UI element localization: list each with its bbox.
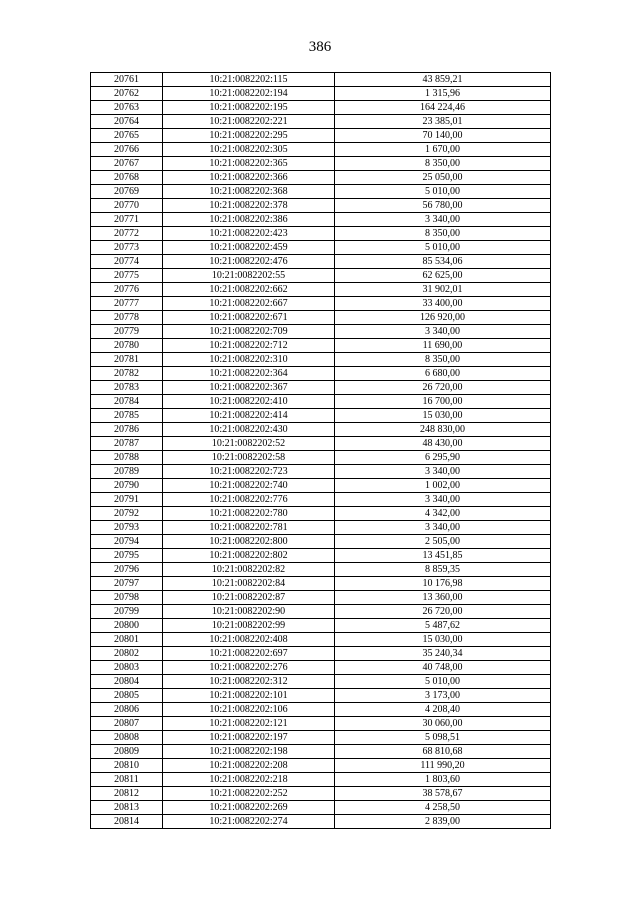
value-cell: 4 342,00 [335,507,551,521]
cadastral-number-cell: 10:21:0082202:368 [163,185,335,199]
table-row [91,591,551,605]
value-cell: 13 360,00 [335,591,551,605]
cadastral-number-cell: 10:21:0082202:712 [163,339,335,353]
value-cell: 8 350,00 [335,353,551,367]
value-cell: 56 780,00 [335,199,551,213]
cadastral-number-cell: 10:21:0082202:802 [163,549,335,563]
row-number-cell: 20784 [91,395,163,409]
table-row [91,199,551,213]
cadastral-number-cell: 10:21:0082202:276 [163,661,335,675]
table-row [91,815,551,829]
table-row [91,353,551,367]
value-cell: 3 340,00 [335,213,551,227]
value-cell: 30 060,00 [335,717,551,731]
row-number-cell: 20802 [91,647,163,661]
cadastral-number-cell: 10:21:0082202:218 [163,773,335,787]
row-number-cell: 20794 [91,535,163,549]
table-row [91,549,551,563]
row-number-cell: 20795 [91,549,163,563]
cadastral-number-cell: 10:21:0082202:476 [163,255,335,269]
cadastral-number-cell: 10:21:0082202:274 [163,815,335,829]
table-row [91,367,551,381]
cadastral-number-cell: 10:21:0082202:312 [163,675,335,689]
row-number-cell: 20781 [91,353,163,367]
row-number-cell: 20765 [91,129,163,143]
table-row [91,185,551,199]
cadastral-number-cell: 10:21:0082202:671 [163,311,335,325]
value-cell: 10 176,98 [335,577,551,591]
row-number-cell: 20776 [91,283,163,297]
cadastral-number-cell: 10:21:0082202:459 [163,241,335,255]
row-number-cell: 20778 [91,311,163,325]
table-row [91,493,551,507]
value-cell: 26 720,00 [335,605,551,619]
cadastral-number-cell: 10:21:0082202:99 [163,619,335,633]
value-cell: 23 385,01 [335,115,551,129]
row-number-cell: 20798 [91,591,163,605]
value-cell: 5 487,62 [335,619,551,633]
table-row [91,465,551,479]
table-row [91,661,551,675]
value-cell: 4 208,40 [335,703,551,717]
value-cell: 1 002,00 [335,479,551,493]
row-number-cell: 20769 [91,185,163,199]
value-cell: 8 859,35 [335,563,551,577]
row-number-cell: 20771 [91,213,163,227]
value-cell: 15 030,00 [335,409,551,423]
table-row [91,283,551,297]
row-number-cell: 20812 [91,787,163,801]
table-row [91,227,551,241]
value-cell: 68 810,68 [335,745,551,759]
cadastral-number-cell: 10:21:0082202:364 [163,367,335,381]
cadastral-number-cell: 10:21:0082202:195 [163,101,335,115]
cadastral-number-cell: 10:21:0082202:709 [163,325,335,339]
cadastral-number-cell: 10:21:0082202:208 [163,759,335,773]
value-cell: 3 340,00 [335,465,551,479]
cadastral-number-cell: 10:21:0082202:800 [163,535,335,549]
row-number-cell: 20793 [91,521,163,535]
value-cell: 3 340,00 [335,325,551,339]
cadastral-number-cell: 10:21:0082202:106 [163,703,335,717]
cadastral-number-cell: 10:21:0082202:52 [163,437,335,451]
table-row [91,157,551,171]
cadastral-number-cell: 10:21:0082202:723 [163,465,335,479]
row-number-cell: 20766 [91,143,163,157]
cadastral-number-cell: 10:21:0082202:198 [163,745,335,759]
value-cell: 70 140,00 [335,129,551,143]
row-number-cell: 20796 [91,563,163,577]
row-number-cell: 20791 [91,493,163,507]
cadastral-number-cell: 10:21:0082202:367 [163,381,335,395]
table-row [91,311,551,325]
value-cell: 8 350,00 [335,227,551,241]
value-cell: 11 690,00 [335,339,551,353]
row-number-cell: 20800 [91,619,163,633]
value-cell: 1 315,96 [335,87,551,101]
row-number-cell: 20808 [91,731,163,745]
cadastral-number-cell: 10:21:0082202:58 [163,451,335,465]
table-row [91,717,551,731]
value-cell: 3 340,00 [335,521,551,535]
row-number-cell: 20790 [91,479,163,493]
table-row [91,269,551,283]
value-cell: 16 700,00 [335,395,551,409]
value-cell: 25 050,00 [335,171,551,185]
value-cell: 40 748,00 [335,661,551,675]
value-cell: 38 578,67 [335,787,551,801]
table-row [91,101,551,115]
value-cell: 85 534,06 [335,255,551,269]
row-number-cell: 20806 [91,703,163,717]
cadastral-number-cell: 10:21:0082202:194 [163,87,335,101]
cadastral-number-cell: 10:21:0082202:667 [163,297,335,311]
table-row [91,535,551,549]
cadastral-number-cell: 10:21:0082202:121 [163,717,335,731]
table-row [91,633,551,647]
row-number-cell: 20777 [91,297,163,311]
table-row [91,745,551,759]
cadastral-number-cell: 10:21:0082202:87 [163,591,335,605]
cadastral-number-cell: 10:21:0082202:414 [163,409,335,423]
table-row [91,87,551,101]
row-number-cell: 20761 [91,73,163,87]
value-cell: 15 030,00 [335,633,551,647]
value-cell: 5 010,00 [335,185,551,199]
table-row [91,521,551,535]
row-number-cell: 20780 [91,339,163,353]
cadastral-number-cell: 10:21:0082202:252 [163,787,335,801]
table-row [91,325,551,339]
table-row [91,297,551,311]
cadastral-number-cell: 10:21:0082202:423 [163,227,335,241]
value-cell: 35 240,34 [335,647,551,661]
table-row [91,619,551,633]
cadastral-number-cell: 10:21:0082202:662 [163,283,335,297]
row-number-cell: 20799 [91,605,163,619]
row-number-cell: 20783 [91,381,163,395]
value-cell: 2 839,00 [335,815,551,829]
table-row [91,129,551,143]
table-row [91,577,551,591]
row-number-cell: 20772 [91,227,163,241]
row-number-cell: 20801 [91,633,163,647]
table-row [91,73,551,87]
value-cell: 111 990,20 [335,759,551,773]
row-number-cell: 20805 [91,689,163,703]
cadastral-number-cell: 10:21:0082202:365 [163,157,335,171]
value-cell: 13 451,85 [335,549,551,563]
value-cell: 4 258,50 [335,801,551,815]
row-number-cell: 20786 [91,423,163,437]
table-row [91,423,551,437]
value-cell: 5 098,51 [335,731,551,745]
cadastral-number-cell: 10:21:0082202:386 [163,213,335,227]
cadastral-number-cell: 10:21:0082202:781 [163,521,335,535]
table-row [91,115,551,129]
value-cell: 3 340,00 [335,493,551,507]
cadastral-number-cell: 10:21:0082202:740 [163,479,335,493]
table-row [91,437,551,451]
table-row [91,801,551,815]
row-number-cell: 20814 [91,815,163,829]
table-row [91,395,551,409]
row-number-cell: 20789 [91,465,163,479]
value-cell: 31 902,01 [335,283,551,297]
value-cell: 3 173,00 [335,689,551,703]
row-number-cell: 20779 [91,325,163,339]
cadastral-number-cell: 10:21:0082202:310 [163,353,335,367]
table-row [91,339,551,353]
row-number-cell: 20813 [91,801,163,815]
table-row [91,381,551,395]
value-cell: 126 920,00 [335,311,551,325]
table-row [91,171,551,185]
row-number-cell: 20785 [91,409,163,423]
table-row [91,255,551,269]
value-cell: 5 010,00 [335,675,551,689]
table-row [91,773,551,787]
value-cell: 248 830,00 [335,423,551,437]
table-row [91,213,551,227]
value-cell: 33 400,00 [335,297,551,311]
cadastral-number-cell: 10:21:0082202:366 [163,171,335,185]
page-number: 386 [308,39,332,55]
cadastral-number-cell: 10:21:0082202:115 [163,73,335,87]
value-cell: 1 670,00 [335,143,551,157]
table-row [91,143,551,157]
value-cell: 6 295,90 [335,451,551,465]
table-row [91,787,551,801]
table-row [91,451,551,465]
cadastral-number-cell: 10:21:0082202:197 [163,731,335,745]
cadastral-number-cell: 10:21:0082202:55 [163,269,335,283]
value-cell: 8 350,00 [335,157,551,171]
row-number-cell: 20768 [91,171,163,185]
table-row [91,703,551,717]
row-number-cell: 20803 [91,661,163,675]
row-number-cell: 20782 [91,367,163,381]
row-number-cell: 20764 [91,115,163,129]
row-number-cell: 20767 [91,157,163,171]
table-row [91,647,551,661]
row-number-cell: 20804 [91,675,163,689]
cadastral-number-cell: 10:21:0082202:305 [163,143,335,157]
cadastral-number-cell: 10:21:0082202:84 [163,577,335,591]
table-row [91,479,551,493]
cadastral-value-table [90,72,551,829]
value-cell: 164 224,46 [335,101,551,115]
row-number-cell: 20807 [91,717,163,731]
cadastral-number-cell: 10:21:0082202:101 [163,689,335,703]
value-cell: 2 505,00 [335,535,551,549]
row-number-cell: 20788 [91,451,163,465]
value-cell: 5 010,00 [335,241,551,255]
value-cell: 48 430,00 [335,437,551,451]
cadastral-number-cell: 10:21:0082202:697 [163,647,335,661]
cadastral-number-cell: 10:21:0082202:776 [163,493,335,507]
cadastral-number-cell: 10:21:0082202:82 [163,563,335,577]
table-row [91,507,551,521]
row-number-cell: 20775 [91,269,163,283]
value-cell: 1 803,60 [335,773,551,787]
cadastral-number-cell: 10:21:0082202:295 [163,129,335,143]
row-number-cell: 20763 [91,101,163,115]
row-number-cell: 20797 [91,577,163,591]
cadastral-number-cell: 10:21:0082202:430 [163,423,335,437]
table-row [91,731,551,745]
table-body [91,73,551,829]
cadastral-number-cell: 10:21:0082202:410 [163,395,335,409]
table-row [91,675,551,689]
cadastral-number-cell: 10:21:0082202:780 [163,507,335,521]
cadastral-number-cell: 10:21:0082202:378 [163,199,335,213]
row-number-cell: 20792 [91,507,163,521]
row-number-cell: 20809 [91,745,163,759]
value-cell: 62 625,00 [335,269,551,283]
row-number-cell: 20810 [91,759,163,773]
row-number-cell: 20773 [91,241,163,255]
row-number-cell: 20762 [91,87,163,101]
table-row [91,409,551,423]
table-row [91,759,551,773]
value-cell: 26 720,00 [335,381,551,395]
value-cell: 43 859,21 [335,73,551,87]
table-row [91,689,551,703]
cadastral-number-cell: 10:21:0082202:90 [163,605,335,619]
cadastral-number-cell: 10:21:0082202:221 [163,115,335,129]
table-row [91,563,551,577]
row-number-cell: 20770 [91,199,163,213]
row-number-cell: 20774 [91,255,163,269]
cadastral-number-cell: 10:21:0082202:269 [163,801,335,815]
table-row [91,605,551,619]
cadastral-number-cell: 10:21:0082202:408 [163,633,335,647]
row-number-cell: 20811 [91,773,163,787]
row-number-cell: 20787 [91,437,163,451]
table-row [91,241,551,255]
value-cell: 6 680,00 [335,367,551,381]
